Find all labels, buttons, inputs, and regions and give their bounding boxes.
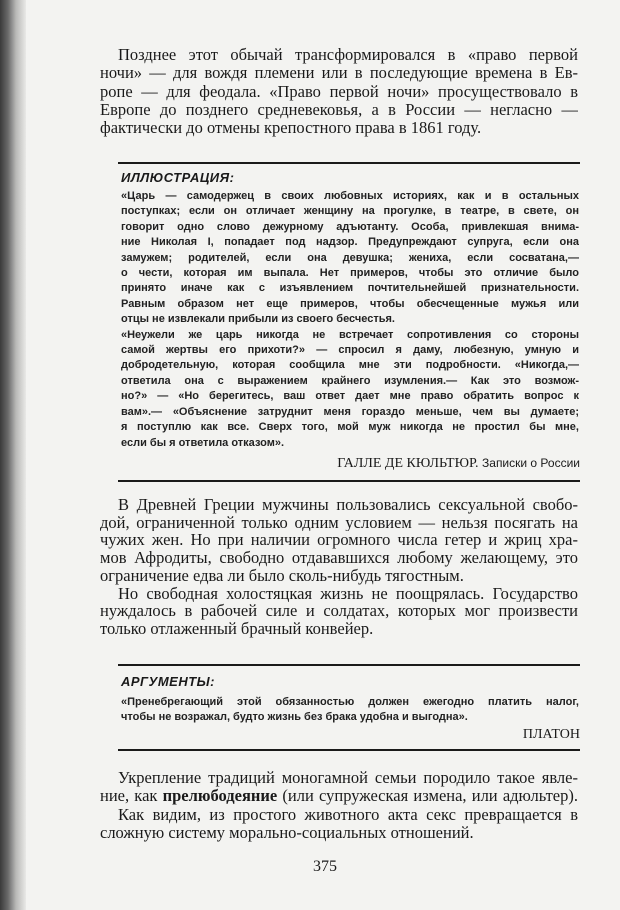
text-line xyxy=(121,343,579,358)
bold-term: прелюбодеяние xyxy=(162,787,278,806)
attribution-author: ГАЛЛЕ ДЕ КЮЛЬТЮР. xyxy=(337,456,479,471)
text-run: Укрепление традиций моногамной семьи породило такое явле- xyxy=(118,769,578,787)
text-run: ночи» — для вождя племени или в последующие времена в Ев- xyxy=(100,64,578,83)
text-run: принято иначе как с изъявлением почтительнейшей признательности. xyxy=(121,282,579,295)
text-line xyxy=(121,266,579,281)
text-run: добродетельную, которая сообщила мне эти подробности. «Никогда,— xyxy=(121,359,579,372)
page-number: 375 xyxy=(313,858,337,875)
text-run: вам».— «Объяснение затруднит меня гораздо меньше, чем вы думаете; xyxy=(121,405,579,418)
text-line xyxy=(100,806,578,824)
text-run: Но свободная холостяцкая жизнь не поощрялась. Государство xyxy=(118,584,578,603)
text-line xyxy=(121,235,579,250)
text-line xyxy=(121,710,579,725)
text-line xyxy=(100,83,578,101)
text-line xyxy=(100,549,578,567)
text-line xyxy=(121,420,579,435)
illustration-quote xyxy=(121,189,579,451)
text-line xyxy=(100,602,578,620)
text-run: «Царь — самодержец в своих любовных историях, как и в остальных xyxy=(121,190,579,202)
text-run: ответила она с выражением крайнего изумления.— Как это возмож- xyxy=(121,374,579,387)
text-line xyxy=(121,204,579,219)
text-run: сложную систему морально-социальных отношений. xyxy=(100,823,474,842)
text-run: ние Николая I, попадает под надзор. Предупреждают супруга, если она xyxy=(121,236,579,249)
text-run: чужих жен. Но при наличии огромного числа гетер и жриц хра- xyxy=(100,531,578,550)
text-run: поступках; если он отличает женщину на прогулке, в театре, в свете, он xyxy=(121,205,579,218)
text-run: «Пренебрегающий этой обязанностью должен ежегодно платить налог, xyxy=(121,696,579,708)
text-line xyxy=(121,328,579,343)
arguments-heading: АРГУМЕНТЫ: xyxy=(121,674,216,689)
text-line xyxy=(100,620,578,638)
text-line xyxy=(100,496,578,514)
text-line xyxy=(100,567,578,585)
text-line xyxy=(100,585,578,603)
divider-rule xyxy=(118,480,580,482)
text-line xyxy=(121,281,579,296)
text-run: мов Афродиты, свободно отдававшихся любому желающему, это xyxy=(100,549,578,567)
text-line xyxy=(100,531,578,549)
illustration-attribution xyxy=(337,455,580,472)
text-line xyxy=(121,695,579,710)
text-run: говорит одно слово дежурному адъютанту. Особа, привлекшая внима- xyxy=(121,220,579,233)
text-run: Европе до позднего средневековья, а в России — негласно — xyxy=(100,100,578,119)
text-run: ние, как xyxy=(100,787,163,806)
text-line xyxy=(121,189,579,204)
text-run: ропе — для феодала. «Право первой ночи» просуществовало в xyxy=(100,82,578,101)
text-run: я поступлю как все. Сверх того, мой муж никогда не простил бы мне, xyxy=(121,421,579,434)
text-line xyxy=(121,220,579,235)
divider-rule xyxy=(118,664,580,666)
text-line xyxy=(100,46,578,64)
text-line xyxy=(100,119,578,137)
arguments-quote xyxy=(121,695,579,724)
scan-binding-shadow xyxy=(0,0,26,910)
paragraph-2 xyxy=(100,496,578,638)
text-run: дой, ограниченной только одним условием — нельзя посягать на xyxy=(100,513,578,532)
text-line xyxy=(100,769,578,787)
text-run: В Древней Греции мужчины пользовались сексуальной свобо- xyxy=(118,496,578,514)
text-line xyxy=(100,824,578,842)
text-run: Равным образом нет еще примеров, чтобы обесчещенные мужья или xyxy=(121,297,579,310)
text-line xyxy=(121,251,579,266)
text-line xyxy=(100,514,578,532)
text-line xyxy=(121,297,579,312)
text-run: но?» — «Но берегитесь, ваш ответ дает мне право обратить вопрос к xyxy=(121,390,579,403)
text-line xyxy=(121,374,579,389)
text-line xyxy=(121,312,579,327)
text-run: о чести, которая им выпала. Нет примеров, чтобы это отличие было xyxy=(121,267,579,280)
text-run: самой жертвы его прихоти?» — спросил я даму, любезную, умную и xyxy=(121,344,579,357)
text-run: Позднее этот обычай трансформировался в «право первой xyxy=(118,46,578,64)
text-run: отцы не извлекали прибыли из своего бесчестья. xyxy=(121,313,395,326)
text-line xyxy=(121,389,579,404)
illustration-heading: ИЛЛЮСТРАЦИЯ: xyxy=(121,170,235,185)
text-run: ограничение едва ли было сколь-нибудь тягостным. xyxy=(100,566,464,585)
text-run: «Неужели же царь никогда не встречает сопротивления со стороны xyxy=(121,328,579,341)
text-run: Как видим, из простого животного акта секс превращается в xyxy=(118,805,578,824)
text-line xyxy=(100,64,578,82)
text-line xyxy=(121,436,579,451)
text-line xyxy=(121,405,579,420)
arguments-attribution: ПЛАТОН xyxy=(522,727,580,742)
divider-rule xyxy=(118,749,580,751)
text-run: нуждалось в рабочей силе и солдатах, которых мог произвести xyxy=(100,602,578,620)
text-line xyxy=(100,101,578,119)
text-run: только отлаженный брачный конвейер. xyxy=(100,619,374,638)
paragraph-1 xyxy=(100,46,578,137)
divider-rule xyxy=(118,162,580,164)
text-run: замужем; родителей, если она девушка; жениха, если сосватана,— xyxy=(121,251,579,264)
text-run: чтобы не возражал, будто жизнь без брака удобна и выгодна». xyxy=(121,710,468,723)
text-run: фактически до отмены крепостного права в 1861 году. xyxy=(100,119,482,138)
text-line xyxy=(121,358,579,373)
text-line xyxy=(100,787,578,805)
text-run: (или супружеская измена, или адюльтер). xyxy=(277,787,578,806)
attribution-source: Записки о России xyxy=(482,456,580,470)
paragraph-3 xyxy=(100,769,578,842)
text-run: если бы я ответила отказом». xyxy=(121,436,285,449)
